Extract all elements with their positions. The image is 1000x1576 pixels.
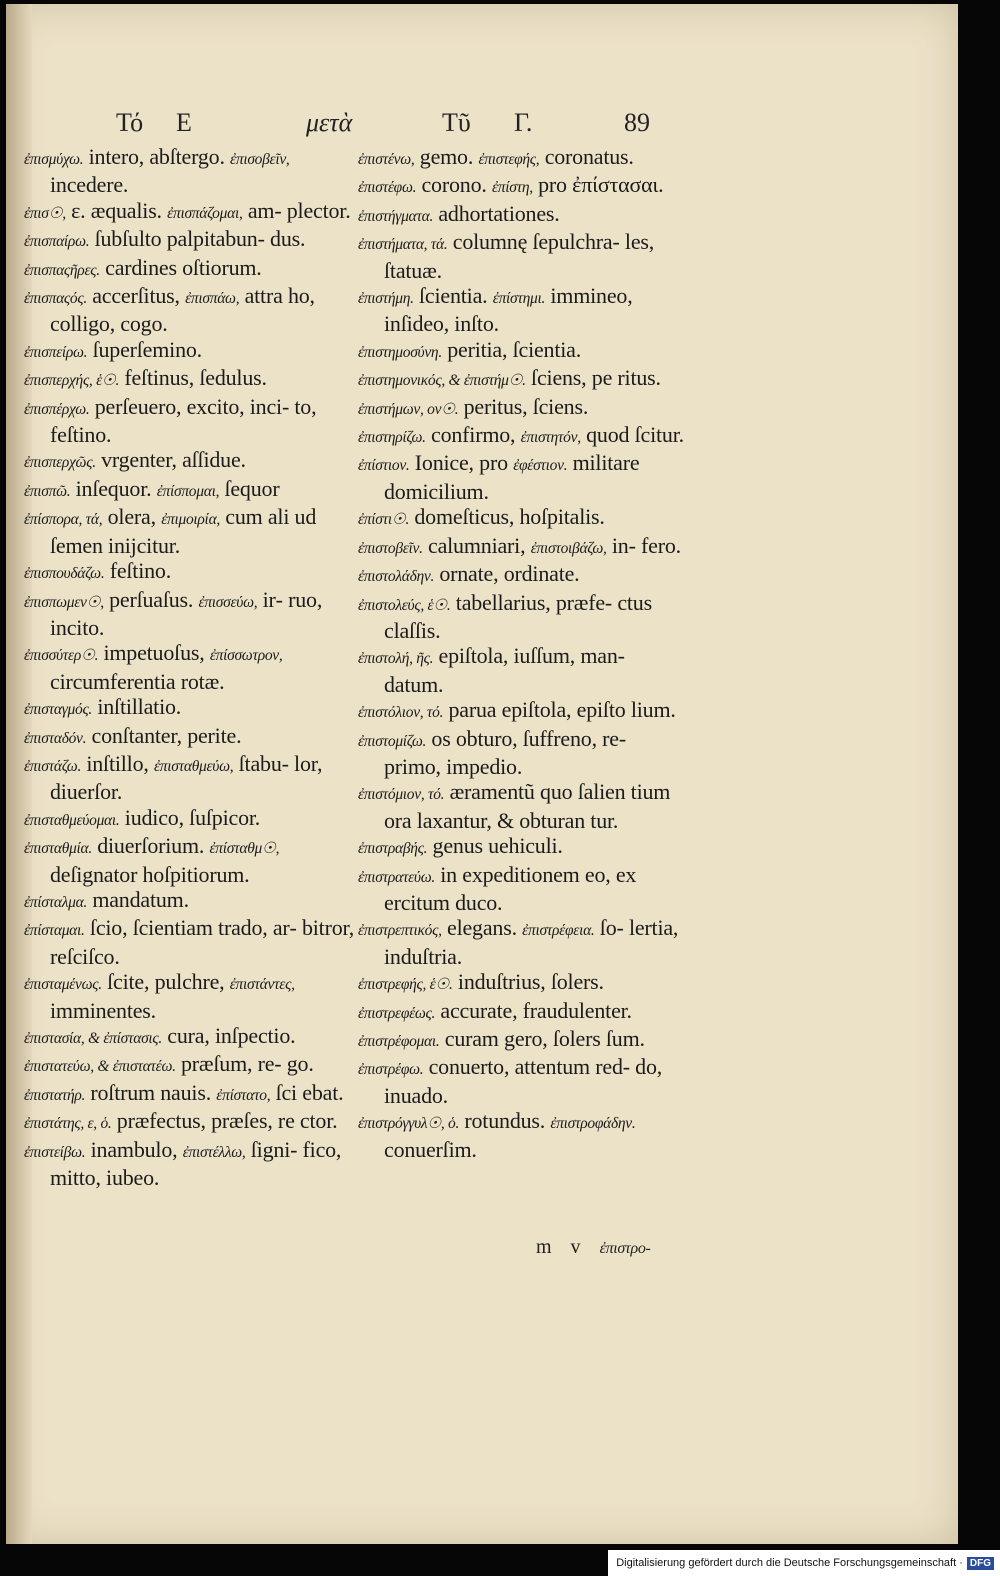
latin-gloss: corono. <box>416 172 492 198</box>
dictionary-entry <box>24 1051 362 1079</box>
latin-gloss: ſo‑ lertia, induſtria. <box>384 915 679 969</box>
dictionary-entry <box>358 201 688 229</box>
greek-headword: ἐπιστοβεῖν. <box>358 539 423 557</box>
greek-headword: ἐπιστέλλω, <box>182 1143 246 1161</box>
greek-headword: ἐπιστρέφομαι. <box>358 1033 440 1050</box>
latin-gloss: confirmo, <box>425 422 521 448</box>
latin-gloss: perſuaſus. <box>103 586 199 612</box>
latin-gloss: Ionice, pro <box>409 450 514 476</box>
greek-headword: ἐπισπερχής, ἑ☉. <box>24 372 120 390</box>
dictionary-entry <box>358 915 688 969</box>
dictionary-entry <box>358 337 688 365</box>
greek-headword: ἐπιστολάδην. <box>358 568 435 586</box>
latin-gloss: diuerſorium. <box>91 833 210 859</box>
greek-headword: ἐπιμοιρία, <box>161 511 220 529</box>
latin-gloss: ſubſulto palpitabun‑ dus. <box>89 226 306 252</box>
latin-gloss: accerſitus, <box>86 283 186 309</box>
dictionary-entry <box>24 723 362 751</box>
latin-gloss: deſignator hoſpitiorum. <box>50 861 250 887</box>
latin-gloss: ſequor <box>219 475 280 501</box>
greek-headword: ἐπιστασία, & ἐπίστασις. <box>24 1030 162 1047</box>
latin-gloss: ſcientia. <box>413 283 493 309</box>
greek-headword: ἐπιστροφάδην. <box>550 1115 636 1133</box>
greek-headword: ἐπιστέφω. <box>358 179 417 197</box>
greek-headword: ἐπιστήγματα. <box>358 207 434 225</box>
latin-gloss: ſtabu‑ lor, diuerſor. <box>50 750 323 805</box>
dictionary-entry <box>358 726 688 780</box>
latin-gloss: induſtrius, ſolers. <box>452 969 604 995</box>
dictionary-entry <box>358 969 688 997</box>
latin-gloss: columnę ſepulchra‑ les, ſtatuæ. <box>384 229 655 283</box>
greek-headword: ἐπισ☉, <box>24 204 66 222</box>
greek-headword: ἐπιστατεύω, & ἐπιστατέω. <box>24 1058 176 1076</box>
greek-headword: ἐπισταδόν. <box>24 729 87 747</box>
latin-gloss: peritus, ſciens. <box>458 393 589 419</box>
dictionary-entry <box>358 144 688 172</box>
dictionary-entry <box>358 1026 688 1054</box>
running-head-left-a: Τό <box>116 108 144 137</box>
latin-gloss: elegans. <box>441 915 523 941</box>
latin-gloss: ſciens, pe ritus. <box>525 365 661 391</box>
dictionary-entry <box>24 915 362 969</box>
latin-gloss: domeſticus, hoſpitalis. <box>409 504 605 530</box>
footer-text: Digitalisierung gefördert durch die Deutsche Forschungsgemeinschaft · <box>616 1557 963 1569</box>
greek-headword: ἐπίσπορα, τά, <box>24 511 103 529</box>
dictionary-entry <box>24 833 362 887</box>
greek-headword: ἐπισταθμεύω, <box>154 757 234 775</box>
dfg-logo: DFG <box>967 1557 994 1570</box>
greek-headword: ἐπιστόλιον, τό. <box>358 704 444 722</box>
latin-gloss: præſum, re‑ go. <box>175 1051 314 1077</box>
greek-headword: ἐπιστόμιον, τό. <box>358 786 445 804</box>
greek-headword: ἐπιστρόγγυλ☉, ὁ. <box>358 1115 460 1133</box>
dictionary-entry <box>24 476 362 504</box>
latin-gloss: accurate, fraudulenter. <box>435 997 632 1023</box>
dictionary-entry <box>358 833 688 861</box>
greek-headword: ἐπιστρεφέως. <box>358 1004 436 1022</box>
latin-gloss: calumniari, <box>422 532 531 558</box>
greek-headword: ἐπισπαίρω. <box>24 233 90 251</box>
greek-headword: ἐπιστάντες, <box>229 976 295 994</box>
dictionary-entry <box>24 365 362 393</box>
dictionary-entry <box>24 587 362 641</box>
latin-gloss: imminentes. <box>50 997 156 1023</box>
latin-gloss: quod ſcitur. <box>580 422 684 448</box>
dictionary-entry <box>24 640 362 694</box>
dictionary-entry <box>358 422 688 450</box>
greek-headword: ἐπίσσωτρον, <box>209 647 283 665</box>
running-head-left-b: Ε <box>176 108 192 137</box>
book-page <box>6 4 958 1544</box>
latin-gloss: rotundus. <box>459 1108 551 1134</box>
greek-headword: ἐπιστραβής. <box>358 840 428 858</box>
page-number: 89 <box>624 108 650 137</box>
greek-headword: ἐπιστολεύς, ἑ☉. <box>358 596 451 614</box>
greek-headword: ἐπίσπομαι, <box>156 482 220 500</box>
greek-headword: ἐπίστατο, <box>216 1086 271 1104</box>
greek-headword: ἐπιστατήρ. <box>24 1086 86 1104</box>
greek-headword: ἐφέστιον. <box>513 457 568 475</box>
latin-gloss: ir‑ ruo, incito. <box>50 586 323 640</box>
greek-headword: ἐπιστήματα, τά. <box>358 236 448 254</box>
greek-headword: ἐπιστηρίζω. <box>358 429 426 447</box>
latin-gloss: cardines oſtiorum. <box>99 254 262 280</box>
greek-headword: ἐπισπουδάζω. <box>24 565 105 583</box>
latin-gloss: coronatus. <box>539 144 634 169</box>
dictionary-entry <box>24 198 362 226</box>
greek-headword: ἐπιστάτης, ε, ὁ. <box>24 1115 112 1133</box>
greek-headword: ἐπισμύχω. <box>24 151 84 168</box>
dictionary-entry <box>24 255 362 283</box>
latin-gloss: militare domicilium. <box>384 450 640 504</box>
greek-headword: ἐπιστρεπτικός, <box>358 922 442 940</box>
latin-gloss: ſigni‑ fico, mitto, iubeo. <box>50 1136 342 1191</box>
greek-headword: ἐπιστρατεύω. <box>358 868 435 886</box>
running-head-right-b: Γ. <box>514 108 533 137</box>
dictionary-entry <box>358 533 688 561</box>
latin-gloss: os obturo, ſuffreno, re‑ primo, impedio. <box>384 725 627 779</box>
greek-headword: ἐπισταμένως. <box>24 976 102 994</box>
signature-mark: m v <box>536 1236 581 1258</box>
greek-headword: ἐπιστητόν, <box>520 429 581 447</box>
dictionary-entry <box>24 144 362 198</box>
dictionary-entry <box>24 805 362 833</box>
dictionary-entry <box>24 1023 362 1051</box>
running-head-right-a: Τῦ <box>442 108 471 137</box>
greek-headword: ἐπισσεύω, <box>198 593 258 611</box>
dictionary-entry <box>24 1137 362 1191</box>
dictionary-entry <box>358 643 688 697</box>
dictionary-entry <box>24 283 362 337</box>
greek-headword: ἐπισταγμός. <box>24 701 93 719</box>
latin-gloss: perſeuero, excito, inci‑ to, feſtino. <box>50 393 317 448</box>
dictionary-entry <box>358 172 688 200</box>
latin-gloss: gemo. <box>414 144 479 169</box>
latin-gloss: am‑ plector. <box>242 197 351 223</box>
latin-gloss: impetuoſus, <box>98 640 210 666</box>
dictionary-entry <box>358 697 688 725</box>
greek-headword: ἐπίστη, <box>491 179 533 197</box>
dictionary-entry <box>358 504 688 532</box>
digitization-footer <box>608 1550 1000 1576</box>
dictionary-entry <box>358 779 688 833</box>
greek-headword: ἐπιστάζω. <box>24 757 82 775</box>
latin-gloss: ſcite, pulchre, <box>101 969 230 995</box>
greek-headword: ἐπισπάω, <box>185 290 240 308</box>
greek-headword: ἐπιστρέφω. <box>358 1061 424 1079</box>
greek-headword: ἐπίσταλμα. <box>24 893 88 911</box>
greek-headword: ἐπισπῶ. <box>24 482 71 500</box>
left-column <box>24 144 362 1190</box>
greek-headword: ἐπισπέρχω. <box>24 400 90 418</box>
greek-headword: ἐπίσταμαι. <box>24 922 85 940</box>
dictionary-entry <box>358 1108 688 1162</box>
dictionary-entry <box>24 447 362 475</box>
greek-headword: ἐπιστρέφεια. <box>522 922 595 940</box>
latin-gloss: peritia, ſcientia. <box>441 336 582 362</box>
latin-gloss: conuerſim. <box>384 1136 477 1162</box>
latin-gloss: olera, <box>102 504 162 530</box>
greek-headword: ἐπίσταθμ☉, <box>209 840 280 858</box>
dictionary-entry <box>358 998 688 1026</box>
latin-gloss: iudico, ſuſpicor. <box>119 804 261 830</box>
dictionary-entry <box>24 751 362 805</box>
dictionary-entry <box>24 1080 362 1108</box>
latin-gloss: ε. æqualis. <box>65 197 168 223</box>
greek-headword: ἐπιστημοσύνη. <box>358 343 442 361</box>
dictionary-entry <box>24 887 362 915</box>
latin-gloss: ſuperſemino. <box>87 336 202 362</box>
greek-headword: ἐπιστείβω. <box>24 1143 86 1161</box>
latin-gloss: immineo, inſideo, inſto. <box>384 283 633 337</box>
latin-gloss: inſequor. <box>70 475 157 501</box>
latin-gloss: genus uehiculi. <box>427 833 563 859</box>
greek-headword: ἐπισοβεῖν, <box>230 151 290 168</box>
greek-headword: ἐπισπαςῆρες. <box>24 261 100 279</box>
greek-headword: ἐπίστημι. <box>492 290 546 308</box>
greek-headword: ἐπιστομίζω. <box>358 732 427 750</box>
dictionary-entry <box>24 226 362 254</box>
greek-headword: ἐπιστήμων, ον☉. <box>358 400 459 418</box>
greek-headword: ἐπισπερχῶς. <box>24 454 96 472</box>
latin-gloss: feſtino. <box>104 558 172 584</box>
dictionary-entry <box>358 862 688 916</box>
latin-gloss: roſtrum nauis. <box>85 1079 217 1105</box>
greek-headword: ἐπιστένω, <box>358 151 415 168</box>
greek-headword: ἐπισπείρω. <box>24 343 88 361</box>
greek-headword: ἐπιστρεφής, ἑ☉. <box>358 976 453 994</box>
greek-headword: ἐπισπάζομαι, <box>167 204 243 222</box>
latin-gloss: curam gero, ſolers ſum. <box>439 1026 645 1051</box>
right-column <box>358 144 688 1162</box>
dictionary-entry <box>358 229 688 283</box>
latin-gloss: inſtillatio. <box>92 694 182 720</box>
latin-gloss: intero, abſtergo. <box>83 144 231 169</box>
latin-gloss: feſtinus, ſedulus. <box>119 365 267 391</box>
latin-gloss: adhortationes. <box>433 200 560 226</box>
greek-headword: ἐπισσύτερ☉. <box>24 647 99 665</box>
dictionary-entry <box>24 337 362 365</box>
latin-gloss: conuerto, attentum red‑ do, inuado. <box>384 1054 663 1108</box>
latin-gloss: ornate, ordinate. <box>434 561 580 587</box>
latin-gloss: præfectus, præſes, re ctor. <box>111 1108 338 1134</box>
greek-headword: ἐπιστοιβάζω, <box>530 539 607 557</box>
dictionary-entry <box>24 694 362 722</box>
dictionary-entry <box>358 450 688 504</box>
greek-headword: ἐπιστεφής, <box>478 151 540 168</box>
greek-headword: ἐπιστήμη. <box>358 290 414 308</box>
catchword-line <box>536 1236 651 1259</box>
latin-gloss: conſtanter, perite. <box>86 722 242 748</box>
latin-gloss: æramentũ quo ſalien tium ora laxantur, & obturan tur. <box>384 779 671 833</box>
latin-gloss: incedere. <box>50 172 129 198</box>
dictionary-entry <box>24 969 362 1023</box>
dictionary-entry <box>358 394 688 422</box>
catchword: ἐπιστρο‑ <box>599 1240 651 1257</box>
greek-headword: ἐπίστι☉. <box>358 511 410 529</box>
dictionary-entry <box>358 1054 688 1108</box>
greek-headword: ἐπίστιον. <box>358 457 410 475</box>
latin-gloss: ſcio, ſcientiam trado, ar‑ bitror, reſciſco. <box>50 915 355 969</box>
latin-gloss: tabellarius, præfe‑ ctus claſſis. <box>384 589 652 643</box>
dictionary-entry <box>358 561 688 589</box>
dictionary-entry <box>24 504 362 558</box>
latin-gloss: mandatum. <box>87 886 189 912</box>
greek-headword: ἐπιστημονικός, & ἐπιστήμ☉. <box>358 372 526 390</box>
latin-gloss: inambulo, <box>85 1136 183 1162</box>
latin-gloss: epiſtola, iuſſum, man‑ datum. <box>384 643 625 697</box>
latin-gloss: cura, inſpectio. <box>162 1023 296 1048</box>
latin-gloss: ſci ebat. <box>270 1079 344 1105</box>
dictionary-entry <box>24 394 362 448</box>
latin-gloss: cum ali ud ſemen inijcitur. <box>50 504 317 558</box>
dictionary-entry <box>358 283 688 337</box>
dictionary-entry <box>358 590 688 644</box>
latin-gloss: in expeditionem eo, ex ercitum duco. <box>384 861 637 915</box>
latin-gloss: parua epiſtola, epiſto lium. <box>443 697 676 723</box>
latin-gloss: in‑ fero. <box>606 532 681 558</box>
latin-gloss: pro ἐπίστασαι. <box>532 172 664 198</box>
dictionary-entry <box>24 558 362 586</box>
greek-headword: ἐπισπαςός. <box>24 290 87 308</box>
running-head-left-c: μετὰ <box>306 108 353 137</box>
dictionary-entry <box>24 1108 362 1136</box>
latin-gloss: inſtillo, <box>81 750 154 776</box>
latin-gloss: circumferentia rotæ. <box>50 668 225 694</box>
greek-headword: ἐπιστολή, ῆς. <box>358 650 434 668</box>
latin-gloss: vrgenter, aſſidue. <box>95 447 246 473</box>
dictionary-entry <box>358 365 688 393</box>
greek-headword: ἐπισταθμεύομαι. <box>24 811 120 829</box>
latin-gloss: attra ho, colligo, cogo. <box>50 283 315 337</box>
greek-headword: ἐπισπωμεν☉, <box>24 593 104 611</box>
greek-headword: ἐπισταθμία. <box>24 840 92 858</box>
